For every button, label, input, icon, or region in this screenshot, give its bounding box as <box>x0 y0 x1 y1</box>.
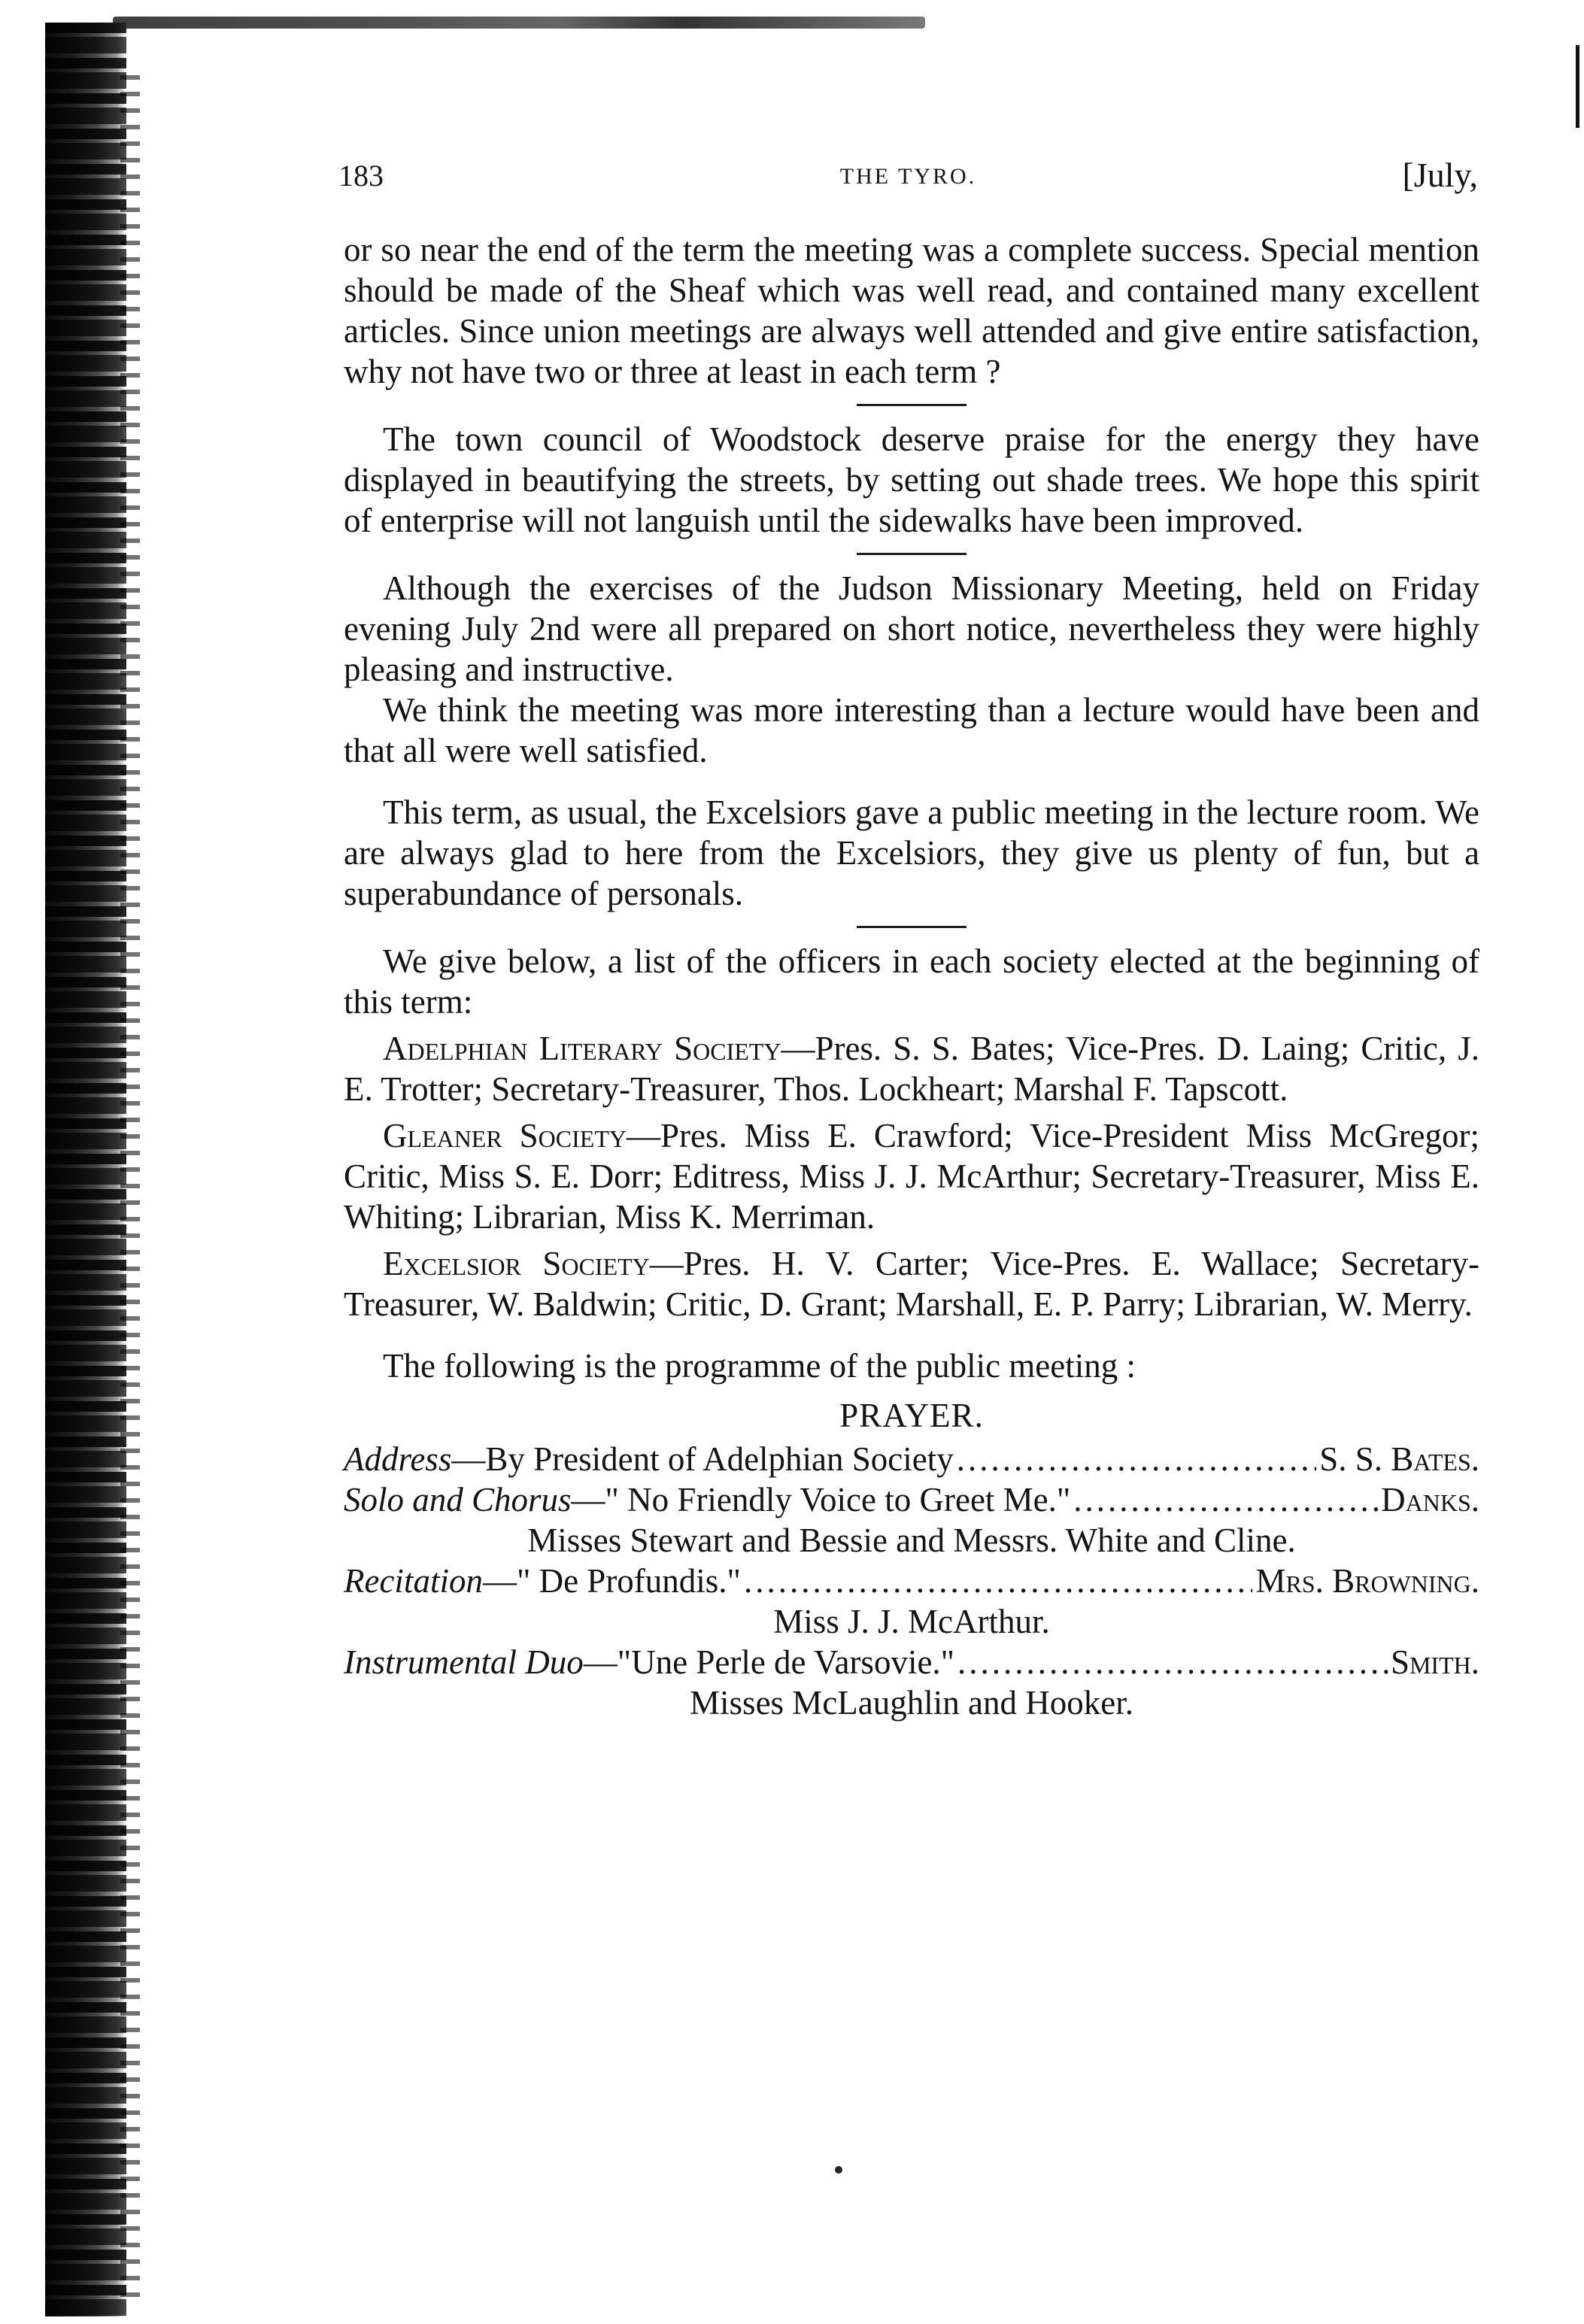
society-officer-list: —Pres. Miss E. Crawford; Vice-President Miss McGregor; Critic, Miss S. E. Dorr; Editress, Miss J. J. McArthur; Secretary-Treasurer, Miss E. Whiting; Librarian, Miss K. Merriman. <box>344 1117 1480 1236</box>
page-number: 183 <box>338 159 384 193</box>
ink-speck <box>835 2166 842 2174</box>
section-divider <box>857 404 966 406</box>
leader-dots <box>1073 1479 1378 1520</box>
society-name: Gleaner Society <box>383 1117 627 1154</box>
paragraph-union-meeting: or so near the end of the term the meeting was a complete success. Special mention should be made of the Sheaf which was well read, and contained many excellent articles. Since union meetings are always well attended and give entire satisfaction, why not have two or three at least in each term ? <box>344 231 1479 390</box>
programme-item <box>344 1479 1479 1520</box>
society-officers-gleaner <box>344 1115 1479 1237</box>
section-divider <box>857 553 966 555</box>
paragraph-judson-meeting: Although the exercises of the Judson Missionary Meeting, held on Friday evening July 2nd were all prepared on short notice, nevertheless they were highly pleasing and instructive. <box>344 569 1479 688</box>
leader-dots <box>957 1642 1388 1682</box>
section-gap <box>344 771 1479 792</box>
society-officer-list: —Pres. H. V. Carter; Vice-Pres. E. Wallace; Secretary-Treasurer, W. Baldwin; Critic, D. Grant; Marshall, E. P. Parry; Librarian, W. Merry. <box>344 1245 1480 1323</box>
programme-item-detail: —"Une Perle de Varsovie." <box>583 1643 955 1681</box>
society-officers-adelphian <box>344 1028 1479 1109</box>
programme-item-performers: Misses McLaughlin and Hooker. <box>690 1684 1133 1722</box>
programme-item-title: Solo and Chorus <box>344 1481 572 1518</box>
scan-edge-right <box>1576 45 1579 128</box>
programme-item-detail: —" De Profundis." <box>482 1562 741 1600</box>
programme-item-title: Instrumental Duo <box>344 1643 584 1681</box>
programme-item <box>344 1561 1479 1601</box>
society-name: Excelsior Society <box>383 1245 650 1282</box>
programme-item-composer: S. S. Bates. <box>1319 1440 1479 1478</box>
paragraph-woodstock-council: The town council of Woodstock deserve praise for the energy they have displayed in beautifying the streets, by setting out shade trees. We hope this spirit of enterprise will not languish until the sidewalks have been improved. <box>344 420 1479 539</box>
programme-item-title: Recitation <box>344 1562 483 1600</box>
issue-month: [July, <box>1402 156 1478 194</box>
section-divider <box>857 926 966 928</box>
section-gap <box>344 1324 1479 1346</box>
programme-item-composer: Danks. <box>1381 1481 1479 1518</box>
running-header <box>338 150 1478 196</box>
programme-intro: The following is the programme of the public meeting : <box>383 1347 1136 1385</box>
programme-item-composer: Smith. <box>1390 1643 1479 1681</box>
programme-item-composer: Mrs. Browning. <box>1255 1562 1479 1600</box>
programme-heading: PRAYER. <box>839 1397 984 1434</box>
programme-item-performers: Miss J. J. McArthur. <box>773 1603 1050 1640</box>
leader-dots <box>957 1439 1316 1479</box>
page-body <box>344 229 1479 1723</box>
scan-edge-top <box>113 17 925 29</box>
programme-item-performers: Misses Stewart and Bessie and Messrs. White and Cline. <box>527 1522 1296 1559</box>
paragraph-excelsior-meeting: This term, as usual, the Excelsiors gave a public meeting in the lecture room. We are always glad to here from the Excelsiors, they give us plenty of fun, but a superabundance of personals. <box>344 793 1479 912</box>
programme-item-detail: —By President of Adelphian Society <box>451 1440 954 1478</box>
programme-item <box>344 1439 1479 1479</box>
society-officer-list: —Pres. S. S. Bates; Vice-Pres. D. Laing; Critic, J. E. Trotter; Secretary-Treasurer, Thos. Lockheart; Marshal F. Tapscott. <box>344 1030 1479 1108</box>
leader-dots <box>744 1561 1253 1601</box>
society-officers-excelsior <box>344 1243 1479 1324</box>
paragraph-officers-intro: We give below, a list of the officers in each society elected at the beginning of this term: <box>344 942 1479 1021</box>
programme-item-title: Address <box>344 1440 452 1478</box>
programme-item-detail: —" No Friendly Voice to Greet Me." <box>571 1481 1071 1518</box>
scan-binding-edge <box>120 75 140 2301</box>
society-name: Adelphian Literary Society <box>383 1030 781 1067</box>
running-title: THE TYRO. <box>839 164 977 189</box>
paragraph-judson-meeting-note: We think the meeting was more interesting than a lecture would have been and that all were well satisfied. <box>344 691 1479 769</box>
programme-item <box>344 1642 1479 1682</box>
scan-binding-shadow <box>45 23 126 2316</box>
